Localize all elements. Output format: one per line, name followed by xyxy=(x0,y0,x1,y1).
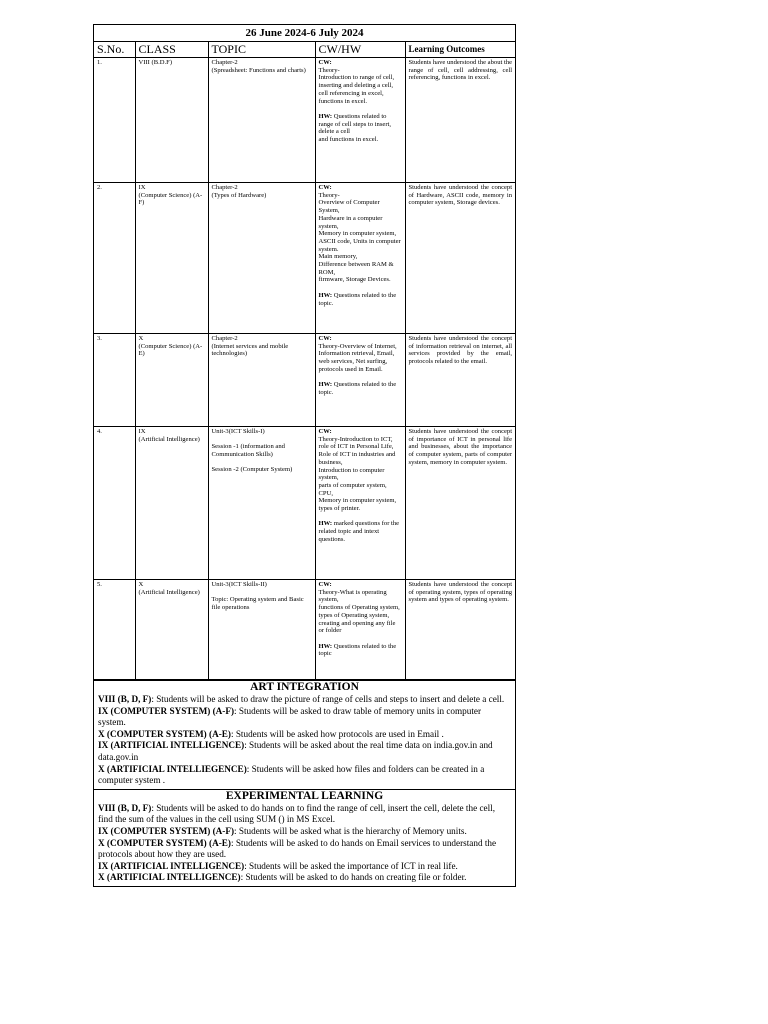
title-row xyxy=(94,25,515,42)
cell-line: (Artificial Intelligence) xyxy=(138,588,200,596)
list-item xyxy=(98,706,511,729)
experimental-learning-section xyxy=(94,789,515,886)
cell-learning-outcome xyxy=(405,580,515,680)
cell-line: (Types of Hardware) xyxy=(211,191,267,199)
experimental-learning-heading: EXPERIMENTAL LEARNING xyxy=(225,789,384,802)
cell-sno xyxy=(94,427,135,580)
cell-learning-outcome xyxy=(405,183,515,334)
cell-line: Students have understood the concept of information retrieval on internet, all services provided by the email, protocols related to the email. xyxy=(408,335,513,366)
cell-learning-outcome xyxy=(405,427,515,580)
art-integration-list xyxy=(98,694,511,787)
list-item xyxy=(98,740,511,763)
cell-class xyxy=(135,58,208,183)
list-item xyxy=(98,838,511,861)
table-row xyxy=(94,427,515,580)
spacer xyxy=(319,635,402,643)
cell-line: Session -1 (information and Communication Skills) xyxy=(211,443,285,459)
cell-line: functions of Operating system, xyxy=(318,604,400,612)
list-item xyxy=(98,694,511,706)
class-label: IX (ARTIFICIAL INTELLIGENCE) xyxy=(98,740,245,751)
cell-line: (Computer Science) (A-E) xyxy=(138,342,203,358)
cell-line: Chapter-2 xyxy=(211,335,238,342)
cell-line: (Internet services and mobile technologies) xyxy=(211,342,289,358)
cell-line: Topic: Operating system and Basic file operations xyxy=(211,596,304,612)
cell-line: (Spreadsheet: Functions and charts) xyxy=(211,66,306,74)
cell-cwhw xyxy=(315,580,405,680)
cell-cwhw xyxy=(315,58,405,183)
item-text: : Students will be asked to do hands on Email services to understand the protocols about how they are used. xyxy=(98,837,497,860)
list-item xyxy=(98,826,511,838)
cell-line: CW: xyxy=(318,59,332,66)
homework-text: Questions related to the topic xyxy=(318,642,397,658)
spacer xyxy=(212,436,312,444)
cell-class xyxy=(135,183,208,334)
experimental-learning-list xyxy=(98,803,511,884)
item-text: : Students will be asked to draw table of memory units in computer system. xyxy=(98,705,482,728)
cell-line: Introduction to computer system, xyxy=(318,466,385,482)
homework-line xyxy=(319,292,402,307)
cell-line: 3. xyxy=(97,335,102,342)
cell-line: Memory in computer system, types of printer. xyxy=(318,497,397,513)
cell-sno xyxy=(94,334,135,427)
cell-line: 1. xyxy=(97,59,102,66)
cell-line: CW: xyxy=(318,428,332,435)
cell-line: Theory-Overview of Internet, xyxy=(318,342,397,350)
homework-label: HW: xyxy=(318,291,333,299)
class-label: IX (COMPUTER SYSTEM) (A-F) xyxy=(98,705,235,716)
homework-text: Questions related to the topic. xyxy=(318,381,397,396)
cell-line: Theory- xyxy=(318,66,340,74)
cell-class xyxy=(135,427,208,580)
class-label: VIII (B, D, F) xyxy=(98,694,152,704)
cell-line: (Computer Science) (A-F) xyxy=(138,191,203,207)
header-topic: TOPIC xyxy=(208,42,315,58)
class-label: X (ARTIFICIAL INTELLIEGENCE) xyxy=(98,763,247,774)
list-item xyxy=(98,729,511,741)
cell-line: Overview of Computer System, xyxy=(318,199,380,215)
table-body xyxy=(94,58,515,680)
cell-line: Theory- xyxy=(318,191,340,199)
art-integration-section xyxy=(94,680,515,789)
cell-class xyxy=(135,580,208,680)
cell-line: Hardware in a computer system, xyxy=(318,214,383,230)
header-sno: S.No. xyxy=(94,42,135,58)
cell-line: ASCII code, Units in computer system. xyxy=(318,237,401,253)
list-item xyxy=(98,861,511,873)
homework-line xyxy=(319,381,402,396)
spacer xyxy=(212,459,312,467)
cell-line: Chapter-2 xyxy=(211,59,238,66)
list-item xyxy=(98,872,511,884)
cell-line: role of ICT in Personal Life, xyxy=(318,443,394,451)
date-range-title: 26 June 2024-6 July 2024 xyxy=(94,25,515,42)
class-label: VIII (B, D, F) xyxy=(98,802,152,813)
spacer xyxy=(319,284,402,292)
homework-label: HW: xyxy=(318,642,333,650)
art-integration-heading: ART INTEGRATION xyxy=(250,681,359,693)
homework-label: HW: xyxy=(318,112,333,120)
cell-line: Session -2 (Computer System) xyxy=(211,466,293,474)
spacer xyxy=(319,374,402,382)
class-label: X (COMPUTER SYSTEM) (A-E) xyxy=(98,837,231,848)
cell-line: X xyxy=(138,581,144,588)
cell-topic xyxy=(208,427,315,580)
homework-text: and functions in excel. xyxy=(318,136,379,144)
cell-line: 2. xyxy=(97,184,102,191)
cell-line: web services, Net surfing, xyxy=(318,358,388,366)
cell-topic xyxy=(208,183,315,334)
lesson-plan-table xyxy=(94,25,515,680)
spacer xyxy=(319,513,402,521)
list-item xyxy=(98,764,511,787)
cell-cwhw xyxy=(315,334,405,427)
cell-line: Information retrieval, Email, xyxy=(318,350,395,358)
homework-text: delete a cell xyxy=(318,128,350,136)
cell-line: Students have understood the concept of operating system, types of operating system and types of operating system. xyxy=(408,581,513,604)
cell-line: Theory-What is operating system, xyxy=(318,588,387,604)
header-learning-outcomes: Learning Outcomes xyxy=(405,42,515,58)
item-text: : Students will be asked about the real time data on india.gov.in and data.gov.in xyxy=(98,740,493,762)
class-label: X (ARTIFICIAL INTELLIGENCE) xyxy=(98,872,241,883)
cell-line: Difference between RAM & ROM, xyxy=(318,261,394,276)
item-text: : Students will be asked what is the hierarchy of Memory units. xyxy=(234,825,467,836)
cell-topic xyxy=(208,334,315,427)
lesson-plan-document xyxy=(93,24,516,887)
homework-line xyxy=(319,643,402,658)
cell-sno xyxy=(94,580,135,680)
cell-line: protocols used in Email. xyxy=(318,365,383,373)
cell-line: IX xyxy=(138,184,146,191)
cell-line: Main memory, xyxy=(318,253,358,261)
cell-line: CW: xyxy=(318,184,332,191)
cell-line: Role of ICT in industries and business, xyxy=(318,451,396,466)
cell-line: creating and opening any file or folder xyxy=(318,619,396,635)
table-row xyxy=(94,58,515,183)
cell-line: CW: xyxy=(318,335,332,342)
item-text: : Students will be asked the importance of ICT in real life. xyxy=(244,860,458,871)
table-row xyxy=(94,183,515,334)
cell-line: Theory-Introduction to ICT, xyxy=(318,435,393,443)
cell-topic xyxy=(208,580,315,680)
cell-cwhw xyxy=(315,427,405,580)
homework-line xyxy=(319,520,402,543)
homework-label: HW: xyxy=(318,520,333,528)
cell-line: Memory in computer system, xyxy=(318,230,397,238)
cell-line: 5. xyxy=(97,581,102,588)
cell-line: VIII (B.D.F) xyxy=(138,59,173,66)
header-cwhw: CW/HW xyxy=(315,42,405,58)
item-text: : Students will be asked to do hands on creating file or folder. xyxy=(240,872,467,883)
homework-line xyxy=(319,113,402,144)
cell-line: parts of computer system, CPU, xyxy=(318,481,387,497)
cell-line: Students have understood the concept of importance of ICT in personal life and businesses, about the importance of computer system, parts of computer system, memory in computer system. xyxy=(408,428,513,466)
cell-cwhw xyxy=(315,183,405,334)
cell-line: cell referencing in excel, xyxy=(318,89,384,97)
class-label: X (COMPUTER SYSTEM) (A-E) xyxy=(98,728,231,739)
cell-line: types of Operating system, xyxy=(318,611,390,619)
cell-line: 4. xyxy=(97,428,102,435)
item-text: : Students will be asked to draw the picture of range of cells and steps to insert and delete a cell. xyxy=(151,694,505,704)
cell-line: Students have understood the about the range of cell, cell addressing, cell referencing, functions in excel. xyxy=(408,59,513,82)
class-label: IX (COMPUTER SYSTEM) (A-F) xyxy=(98,825,235,836)
cell-line: (Artificial Intelligence) xyxy=(138,435,200,443)
spacer xyxy=(212,589,312,597)
item-text: : Students will be asked how protocols are used in Email . xyxy=(230,728,444,739)
cell-line: Chapter-2 xyxy=(211,184,238,191)
cell-topic xyxy=(208,58,315,183)
spacer xyxy=(319,105,402,113)
homework-text: Questions related to range of cell steps to insert, xyxy=(318,112,392,128)
cell-learning-outcome xyxy=(405,334,515,427)
item-text: : Students will be asked how files and folders can be created in a computer system . xyxy=(98,763,485,786)
homework-text: marked questions for the related topic and intext questions. xyxy=(318,520,400,543)
cell-line: X xyxy=(138,335,144,342)
cell-line: Unit-3(ICT Skills-I) xyxy=(211,428,265,435)
cell-line: Unit-3(ICT Skills-II) xyxy=(211,581,267,588)
list-item xyxy=(98,803,511,826)
cell-class xyxy=(135,334,208,427)
cell-line: firmware, Storage Devices. xyxy=(318,276,391,284)
homework-text: Questions related to the topic. xyxy=(318,291,397,307)
cell-learning-outcome xyxy=(405,58,515,183)
item-text: : Students will be asked to do hands on to find the range of cell, insert the cell, delete the cell, find the sum of the values in the cell using SUM () in MS Excel. xyxy=(98,802,496,825)
cell-line: IX xyxy=(138,428,146,435)
table-row xyxy=(94,334,515,427)
cell-line: Introduction to range of cell, xyxy=(318,74,395,82)
header-class: CLASS xyxy=(135,42,208,58)
cell-line: inserting and deleting a cell, xyxy=(318,82,394,90)
table-row xyxy=(94,580,515,680)
cell-sno xyxy=(94,183,135,334)
cell-line: CW: xyxy=(318,581,332,588)
cell-line: Students have understood the concept of Hardware, ASCII code, memory in computer system, Storage devices. xyxy=(408,184,513,207)
cell-sno xyxy=(94,58,135,183)
header-row xyxy=(94,42,515,58)
homework-label: HW: xyxy=(318,381,333,389)
cell-line: functions in excel. xyxy=(318,97,368,105)
class-label: IX (ARTIFICIAL INTELLIGENCE) xyxy=(98,860,245,871)
